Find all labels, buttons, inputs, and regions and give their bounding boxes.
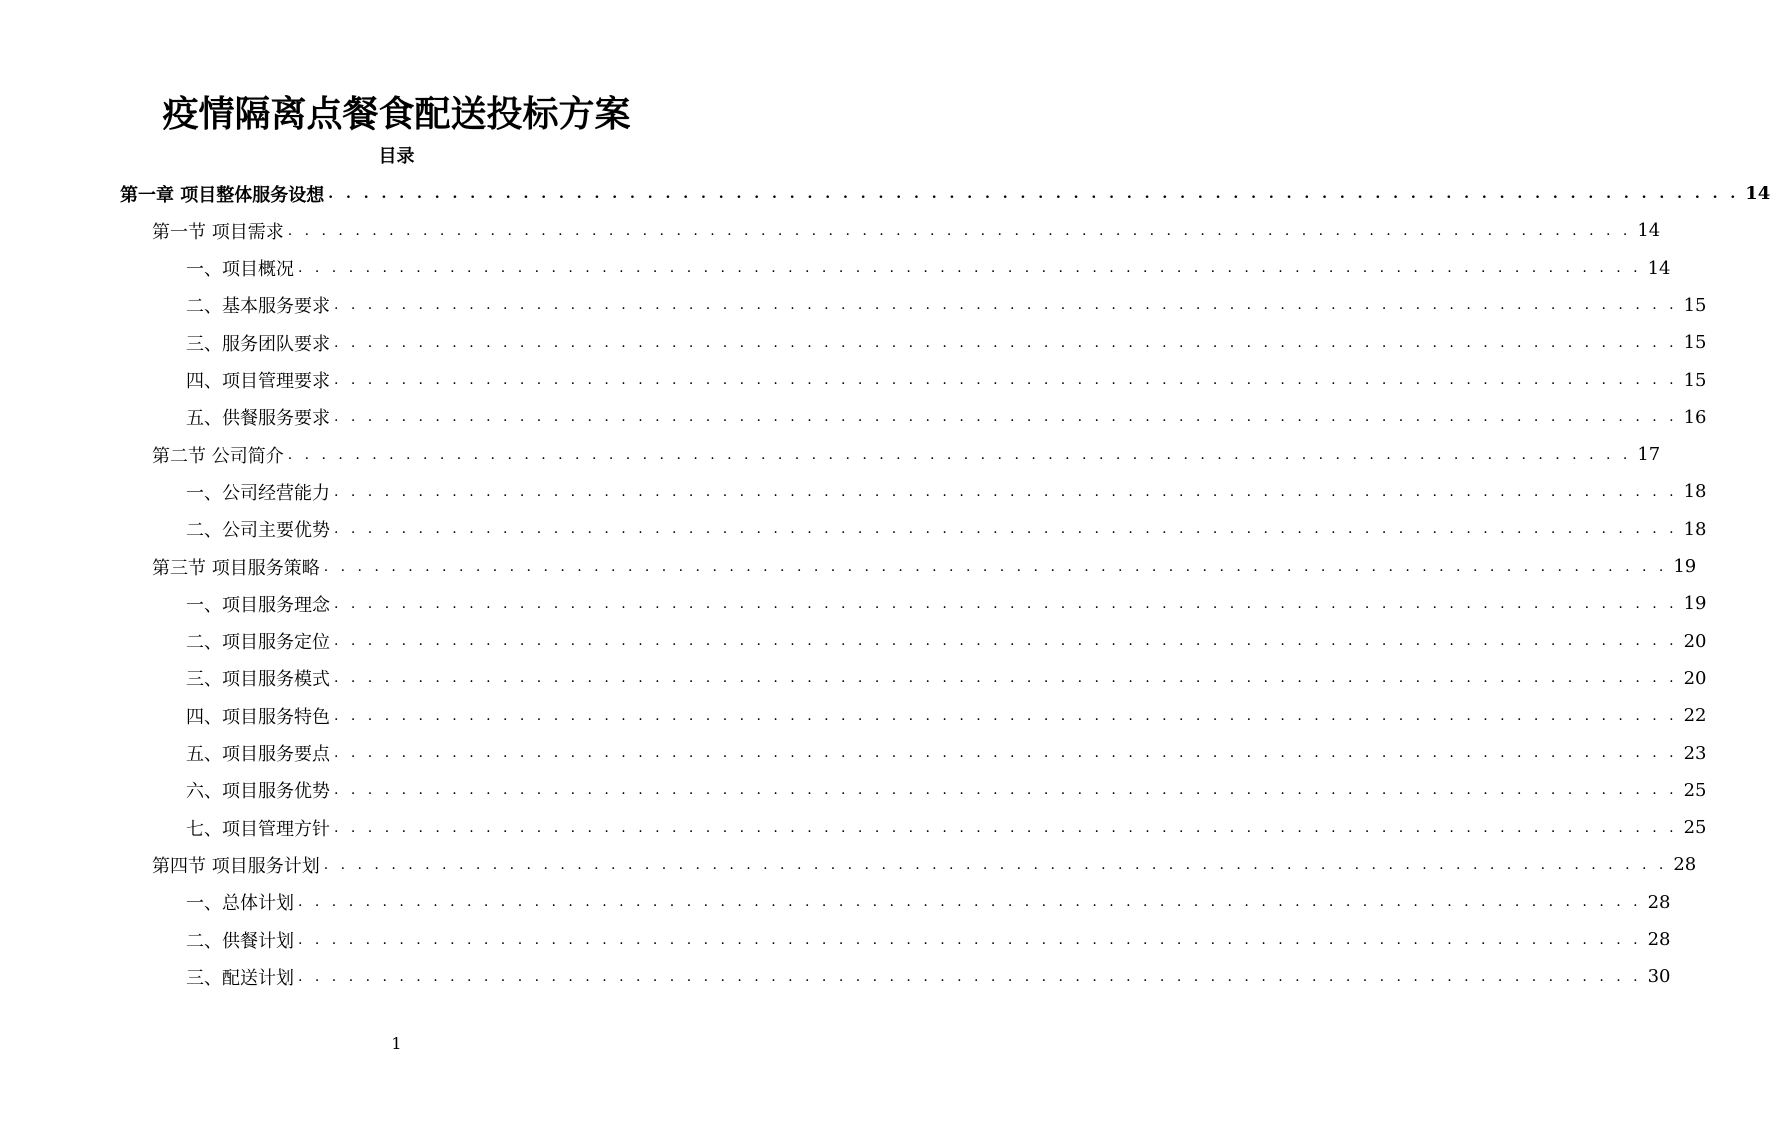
toc-entry-page: 23	[1683, 742, 1707, 764]
toc-entry[interactable]	[186, 921, 1671, 958]
toc-dot-leader: . . . . . . . . . . . . . . . . . . . . . . . . . . . . . . . . . . . . . . . . . . . . . . . . . . . . . . . . . . . . . . . . . . . . . . . . . . . . . . . .	[334, 372, 1678, 388]
toc-dot-leader: . . . . . . . . . . . . . . . . . . . . . . . . . . . . . . . . . . . . . . . . . . . . . . . . . . . . . . . . . . . . . . . . . . . . . . . . . . . . . . . .	[334, 707, 1678, 724]
document-title: 疫情隔离点餐食配送投标方案	[162, 94, 631, 135]
toc-entry[interactable]	[186, 473, 1707, 510]
toc-entry[interactable]	[186, 958, 1671, 995]
toc-entry[interactable]	[186, 660, 1707, 697]
toc-entry-title: 第一章 项目整体服务设想	[120, 184, 325, 206]
toc-entry[interactable]	[152, 548, 1697, 585]
toc-entry-page: 22	[1683, 705, 1707, 727]
toc-entry[interactable]	[186, 362, 1707, 399]
toc-entry-page: 19	[1673, 556, 1697, 577]
toc-entry-title: 一、项目服务理念	[186, 594, 330, 616]
toc-dot-leader: . . . . . . . . . . . . . . . . . . . . . . . . . . . . . . . . . . . . . . . . . . . . . . . . . . . . . . . . . . . . . . . . . . . . . . . . . . . . . . . .	[334, 521, 1678, 538]
toc-entry[interactable]	[186, 250, 1671, 287]
toc-entry-page: 19	[1683, 593, 1707, 615]
toc-entry-title: 二、公司主要优势	[186, 520, 330, 542]
toc-dot-leader: . . . . . . . . . . . . . . . . . . . . . . . . . . . . . . . . . . . . . . . . . . . . . . . . . . . . . . . . . . . . . . . . . . . . . . . . . . . . . . . .	[334, 745, 1678, 761]
toc-entry-page: 25	[1683, 779, 1707, 801]
toc-entry-title: 四、项目管理要求	[186, 371, 330, 392]
toc-entry-page: 25	[1683, 817, 1707, 839]
toc-entry[interactable]	[186, 697, 1707, 734]
toc-entry-title: 六、项目服务优势	[186, 781, 330, 803]
toc-entry[interactable]	[186, 324, 1707, 361]
toc-entry[interactable]	[152, 846, 1697, 883]
toc-entry-title: 一、项目概况	[186, 259, 294, 281]
toc-entry[interactable]	[186, 585, 1707, 622]
toc-entry-page: 28	[1647, 929, 1671, 950]
toc-dot-leader: . . . . . . . . . . . . . . . . . . . . . . . . . . . . . . . . . . . . . . . . . . . . . . . . . . . . . . . . . . . . . . . . . . . . . . . . . . . . . . . .	[298, 931, 1642, 948]
toc-entry[interactable]	[186, 511, 1707, 548]
toc-entry-page: 14	[1637, 220, 1661, 242]
toc-entry-title: 一、公司经营能力	[186, 482, 330, 504]
toc-dot-leader: . . . . . . . . . . . . . . . . . . . . . . . . . . . . . . . . . . . . . . . . . . . . . . . . . . . . . . . . . . . . . . . . . . . . . . . . . . . . . . . .	[323, 856, 1668, 873]
toc-entry-title: 二、基本服务要求	[186, 296, 330, 318]
toc-entry[interactable]	[186, 735, 1707, 772]
toc-entry[interactable]	[186, 884, 1671, 921]
toc-dot-leader: . . . . . . . . . . . . . . . . . . . . . . . . . . . . . . . . . . . . . . . . . . . . . . . . . . . . . . . . . . . . . . . . . . . . . . . . . . . . . . . .	[334, 409, 1678, 426]
toc-entry[interactable]	[186, 623, 1707, 660]
toc-entry[interactable]	[186, 772, 1707, 809]
toc-dot-leader: . . . . . . . . . . . . . . . . . . . . . . . . . . . . . . . . . . . . . . . . . . . . . . . . . . . . . . . . . . . . . . . . . . . . . . . . . . . . . . . .	[287, 222, 1632, 239]
toc-entry-title: 五、供餐服务要求	[186, 408, 330, 430]
toc-entry-title: 五、项目服务要点	[186, 744, 330, 765]
toc-dot-leader: . . . . . . . . . . . . . . . . . . . . . . . . . . . . . . . . . . . . . . . . . . . . . . . . . . . . . . . . . . . . . . . . . . . . . . . . . . . . . . . .	[328, 185, 1740, 202]
toc-entry[interactable]	[120, 175, 1770, 212]
toc-entry-page: 18	[1683, 518, 1707, 540]
toc-entry-title: 七、项目管理方针	[186, 818, 330, 840]
toc-entry-title: 一、总体计划	[186, 893, 294, 915]
toc-entry[interactable]	[186, 287, 1707, 324]
toc-entry-title: 二、项目服务定位	[186, 632, 330, 654]
toc-entry-title: 第二节 公司简介	[152, 445, 284, 467]
toc-entry-title: 第四节 项目服务计划	[152, 855, 320, 877]
toc-entry-page: 18	[1683, 481, 1707, 503]
toc-entry-page: 17	[1637, 444, 1661, 466]
toc-dot-leader: . . . . . . . . . . . . . . . . . . . . . . . . . . . . . . . . . . . . . . . . . . . . . . . . . . . . . . . . . . . . . . . . . . . . . . . . . . . . . . . .	[334, 483, 1678, 500]
toc-entry-title: 第一节 项目需求	[152, 221, 284, 243]
toc-entry-title: 三、服务团队要求	[186, 333, 330, 355]
toc-entry-page: 15	[1683, 369, 1707, 391]
toc-dot-leader: . . . . . . . . . . . . . . . . . . . . . . . . . . . . . . . . . . . . . . . . . . . . . . . . . . . . . . . . . . . . . . . . . . . . . . . . . . . . . . . .	[323, 558, 1668, 575]
toc-dot-leader: . . . . . . . . . . . . . . . . . . . . . . . . . . . . . . . . . . . . . . . . . . . . . . . . . . . . . . . . . . . . . . . . . . . . . . . . . . . . . . . .	[298, 894, 1642, 911]
toc-dot-leader: . . . . . . . . . . . . . . . . . . . . . . . . . . . . . . . . . . . . . . . . . . . . . . . . . . . . . . . . . . . . . . . . . . . . . . . . . . . . . . . .	[334, 595, 1678, 612]
toc-entry-title: 三、配送计划	[186, 967, 294, 989]
toc-dot-leader: . . . . . . . . . . . . . . . . . . . . . . . . . . . . . . . . . . . . . . . . . . . . . . . . . . . . . . . . . . . . . . . . . . . . . . . . . . . . . . . .	[334, 819, 1678, 836]
toc-entry[interactable]	[152, 212, 1661, 249]
toc-entry-title: 二、供餐计划	[186, 930, 294, 952]
toc-entry[interactable]	[186, 809, 1707, 846]
toc-entry-page: 16	[1683, 406, 1707, 428]
toc-entry-page: 15	[1683, 294, 1707, 316]
toc-entry-page: 20	[1683, 630, 1707, 652]
toc-entry-page: 30	[1647, 966, 1671, 988]
toc-entry-page: 15	[1683, 332, 1707, 354]
toc-entry-title: 四、项目服务特色	[186, 706, 330, 728]
toc-entry[interactable]	[186, 399, 1707, 436]
toc-dot-leader: . . . . . . . . . . . . . . . . . . . . . . . . . . . . . . . . . . . . . . . . . . . . . . . . . . . . . . . . . . . . . . . . . . . . . . . . . . . . . . . .	[334, 633, 1678, 650]
toc-entry-page: 28	[1647, 891, 1671, 913]
toc-dot-leader: . . . . . . . . . . . . . . . . . . . . . . . . . . . . . . . . . . . . . . . . . . . . . . . . . . . . . . . . . . . . . . . . . . . . . . . . . . . . . . . .	[334, 670, 1678, 687]
toc-dot-leader: . . . . . . . . . . . . . . . . . . . . . . . . . . . . . . . . . . . . . . . . . . . . . . . . . . . . . . . . . . . . . . . . . . . . . . . . . . . . . . . .	[334, 782, 1678, 799]
toc-entry-page: 14	[1647, 257, 1671, 279]
toc-entry-page: 14	[1745, 183, 1770, 204]
toc-dot-leader: . . . . . . . . . . . . . . . . . . . . . . . . . . . . . . . . . . . . . . . . . . . . . . . . . . . . . . . . . . . . . . . . . . . . . . . . . . . . . . . .	[298, 968, 1642, 985]
toc-heading: 目录	[378, 146, 415, 167]
toc-entry-title: 第三节 项目服务策略	[152, 557, 320, 579]
toc-dot-leader: . . . . . . . . . . . . . . . . . . . . . . . . . . . . . . . . . . . . . . . . . . . . . . . . . . . . . . . . . . . . . . . . . . . . . . . . . . . . . . . .	[298, 260, 1642, 277]
toc-dot-leader: . . . . . . . . . . . . . . . . . . . . . . . . . . . . . . . . . . . . . . . . . . . . . . . . . . . . . . . . . . . . . . . . . . . . . . . . . . . . . . . .	[287, 446, 1632, 463]
toc-dot-leader: . . . . . . . . . . . . . . . . . . . . . . . . . . . . . . . . . . . . . . . . . . . . . . . . . . . . . . . . . . . . . . . . . . . . . . . . . . . . . . . .	[334, 297, 1678, 314]
toc-entry[interactable]	[152, 436, 1661, 473]
toc-entry-page: 20	[1683, 667, 1707, 689]
page-number: 1	[391, 1034, 402, 1053]
toc-entry-page: 28	[1673, 854, 1697, 876]
toc-entry-title: 三、项目服务模式	[186, 669, 330, 691]
toc-dot-leader: . . . . . . . . . . . . . . . . . . . . . . . . . . . . . . . . . . . . . . . . . . . . . . . . . . . . . . . . . . . . . . . . . . . . . . . . . . . . . . . .	[334, 334, 1678, 351]
